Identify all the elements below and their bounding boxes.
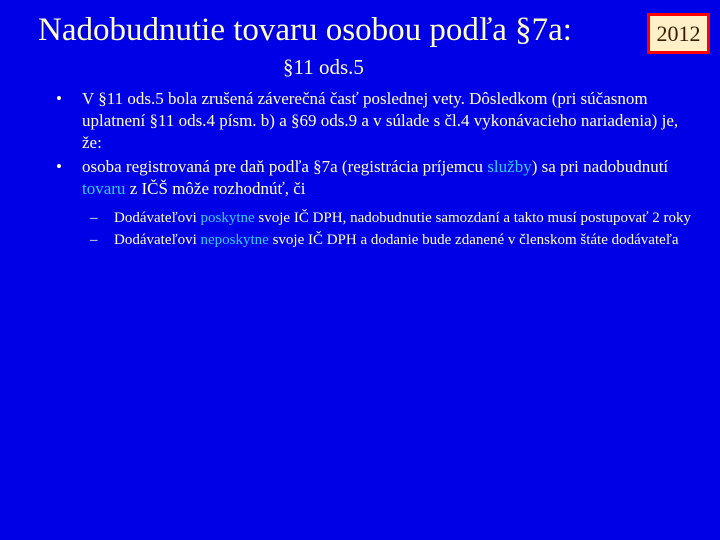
sub-item — [52, 208, 702, 228]
sub-text-part: svoje IČ DPH, nadobudnutie samozdaní a takto musí postupovať 2 roky — [254, 210, 692, 226]
slide-title: Nadobudnutie tovaru osobou podľa §7a: — [38, 12, 572, 48]
slide-subtitle: §11 ods.5 — [283, 55, 364, 79]
bullet-text-part: osoba registrovaná pre daň podľa §7a (registrácia príjemcu — [82, 157, 488, 176]
bullet-item — [52, 156, 702, 250]
sub-text-part: svoje IČ DPH a dodanie bude zdanené v členskom štáte dodávateľa — [268, 232, 679, 248]
bullet-text: V §11 ods.5 bola zrušená záverečná časť poslednej vety. Dôsledkom (pri súčasnom uplatnení §11 ods.4 písm. b) a §69 ods.9 a v súlade s čl.4 vykonávacieho nariadenia) je, že: — [82, 89, 679, 152]
year-badge — [647, 13, 710, 54]
bullet-list — [52, 88, 702, 252]
bullet-marker: • — [56, 157, 62, 176]
dash-marker: – — [90, 232, 98, 248]
highlight-term: tovaru — [82, 179, 126, 198]
sub-text-part: Dodávateľovi — [114, 210, 201, 226]
bullet-text-part: ) sa pri nadobudnutí — [531, 157, 669, 176]
highlight-term: poskytne — [200, 210, 255, 226]
highlight-term: služby — [487, 157, 532, 176]
bullet-marker: • — [56, 89, 62, 108]
bullet-item — [52, 88, 702, 154]
highlight-term: neposkytne — [200, 232, 269, 248]
dash-marker: – — [90, 210, 98, 226]
sub-list — [52, 208, 702, 250]
year-label: 2012 — [650, 16, 707, 51]
sub-text-part: Dodávateľovi — [114, 232, 201, 248]
sub-item — [52, 230, 702, 250]
bullet-text-part: z IČŠ môže rozhodnúť, či — [125, 179, 306, 198]
